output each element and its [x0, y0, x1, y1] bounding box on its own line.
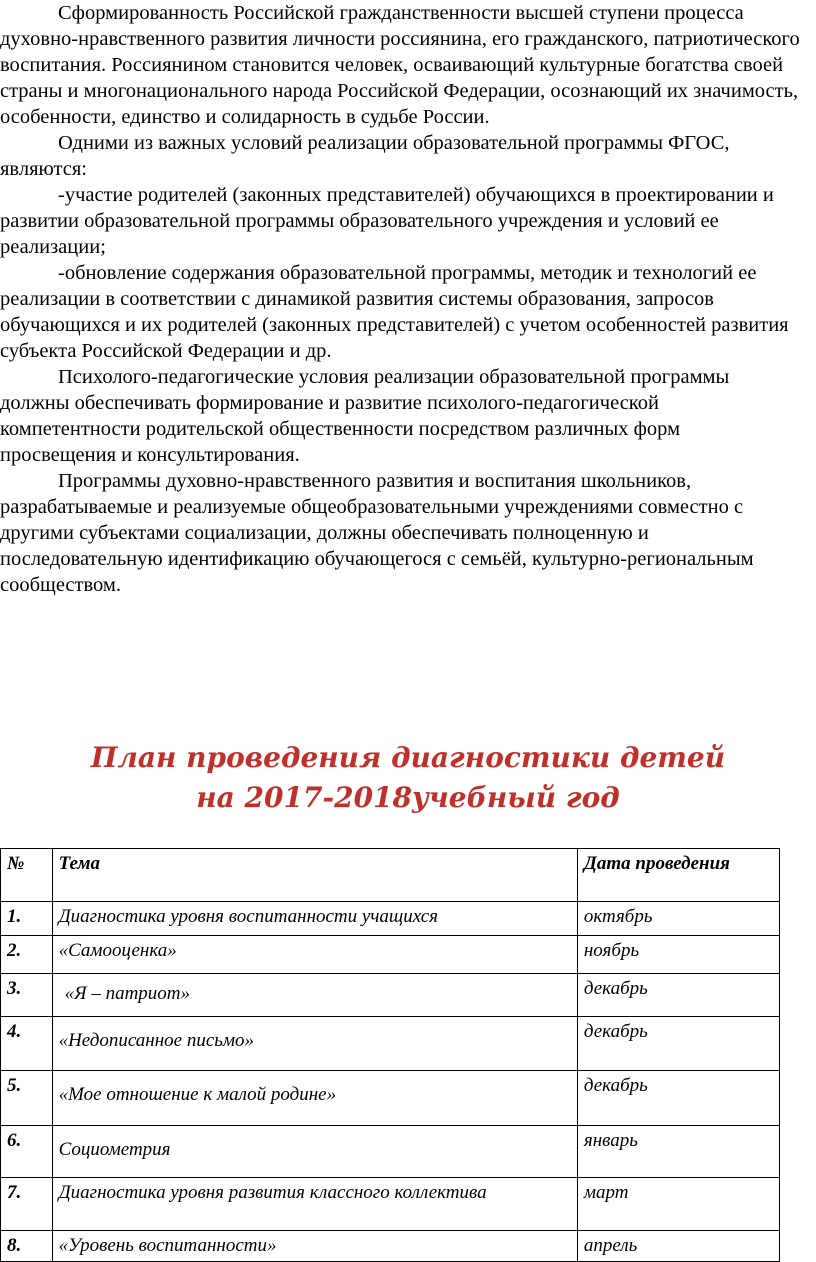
row-topic: «Недописанное письмо» — [52, 1017, 577, 1071]
diagnostics-plan-table — [0, 848, 780, 1262]
paragraph-programs: Программы духовно-нравственного развития и воспитания школьников, разрабатываемые и реализуемые общеобразовательными учреждениями совместно с другими субъектами социализации, должны обеспечивать полноценную и последовательную идентификацию обучающегося с семьёй, культурно-региональным сообществом. — [0, 470, 754, 596]
table-row — [1, 974, 780, 1017]
row-topic: Диагностика уровня воспитанности учащихся — [52, 902, 577, 936]
row-topic: «Мое отношение к малой родине» — [52, 1071, 577, 1126]
row-date: октябрь — [577, 902, 779, 936]
header-number: № — [1, 849, 53, 902]
row-number: 5. — [1, 1071, 53, 1126]
row-date: декабрь — [577, 974, 779, 1017]
table-row — [1, 1231, 780, 1262]
row-number: 8. — [1, 1231, 53, 1262]
table-row — [1, 1178, 780, 1231]
row-topic: «Я – патриот» — [52, 974, 577, 1017]
row-topic: «Самооценка» — [52, 936, 577, 974]
row-number: 4. — [1, 1017, 53, 1071]
row-date: апрель — [577, 1231, 779, 1262]
row-date: декабрь — [577, 1071, 779, 1126]
table-row — [1, 1071, 780, 1126]
paragraph-conditions-intro: Одними из важных условий реализации образовательной программы ФГОС, являются: — [0, 132, 730, 180]
row-number: 7. — [1, 1178, 53, 1231]
table-row — [1, 1126, 780, 1178]
table-row — [1, 936, 780, 974]
plan-title — [0, 738, 816, 818]
row-date: ноябрь — [577, 936, 779, 974]
paragraph-citizenship: Сформированность Российской гражданственности высшей ступени процесса духовно-нравственного развития личности россиянина, его гражданского, патриотического воспитания. Россиянином становится человек, осваивающий культурные богатства своей страны и многонационального народа Российской Федерации, осознающий их значимость, особенности, единство и солидарность в судьбе России. — [0, 2, 800, 128]
paragraph-program-update: -обновление содержания образовательной программы, методик и технологий ее реализации в соответствии с динамикой развития системы образования, запросов обучающихся и их родителей (законных представителей) с учетом особенностей развития субъекта Российской Федерации и др. — [0, 262, 789, 362]
row-number: 3. — [1, 974, 53, 1017]
row-topic: Социометрия — [52, 1126, 577, 1178]
row-number: 2. — [1, 936, 53, 974]
row-topic: «Уровень воспитанности» — [52, 1231, 577, 1262]
paragraph-parents-participation: -участие родителей (законных представителей) обучающихся в проектировании и развитии образовательной программы образовательного учреждения и условий ее реализации; — [0, 184, 774, 258]
plan-title-line-1: План проведения диагностики детей — [90, 741, 726, 774]
row-topic: Диагностика уровня развития классного коллектива — [52, 1178, 577, 1231]
row-date: март — [577, 1178, 779, 1231]
row-date: январь — [577, 1126, 779, 1178]
row-number: 6. — [1, 1126, 53, 1178]
header-date: Дата проведения — [577, 849, 779, 902]
row-number: 1. — [1, 902, 53, 936]
table-row — [1, 1017, 780, 1071]
paragraph-psych-conditions: Психолого-педагогические условия реализации образовательной программы должны обеспечивать формирование и развитие психолого-педагогической компетентности родительской общественности посредством различных форм просвещения и консультирования. — [0, 366, 730, 466]
table-header-row — [1, 849, 780, 902]
header-topic: Тема — [52, 849, 577, 902]
plan-title-line-2: на 2017-2018учебный год — [196, 781, 620, 814]
row-date: декабрь — [577, 1017, 779, 1071]
table-row — [1, 902, 780, 936]
body-text — [0, 0, 800, 598]
